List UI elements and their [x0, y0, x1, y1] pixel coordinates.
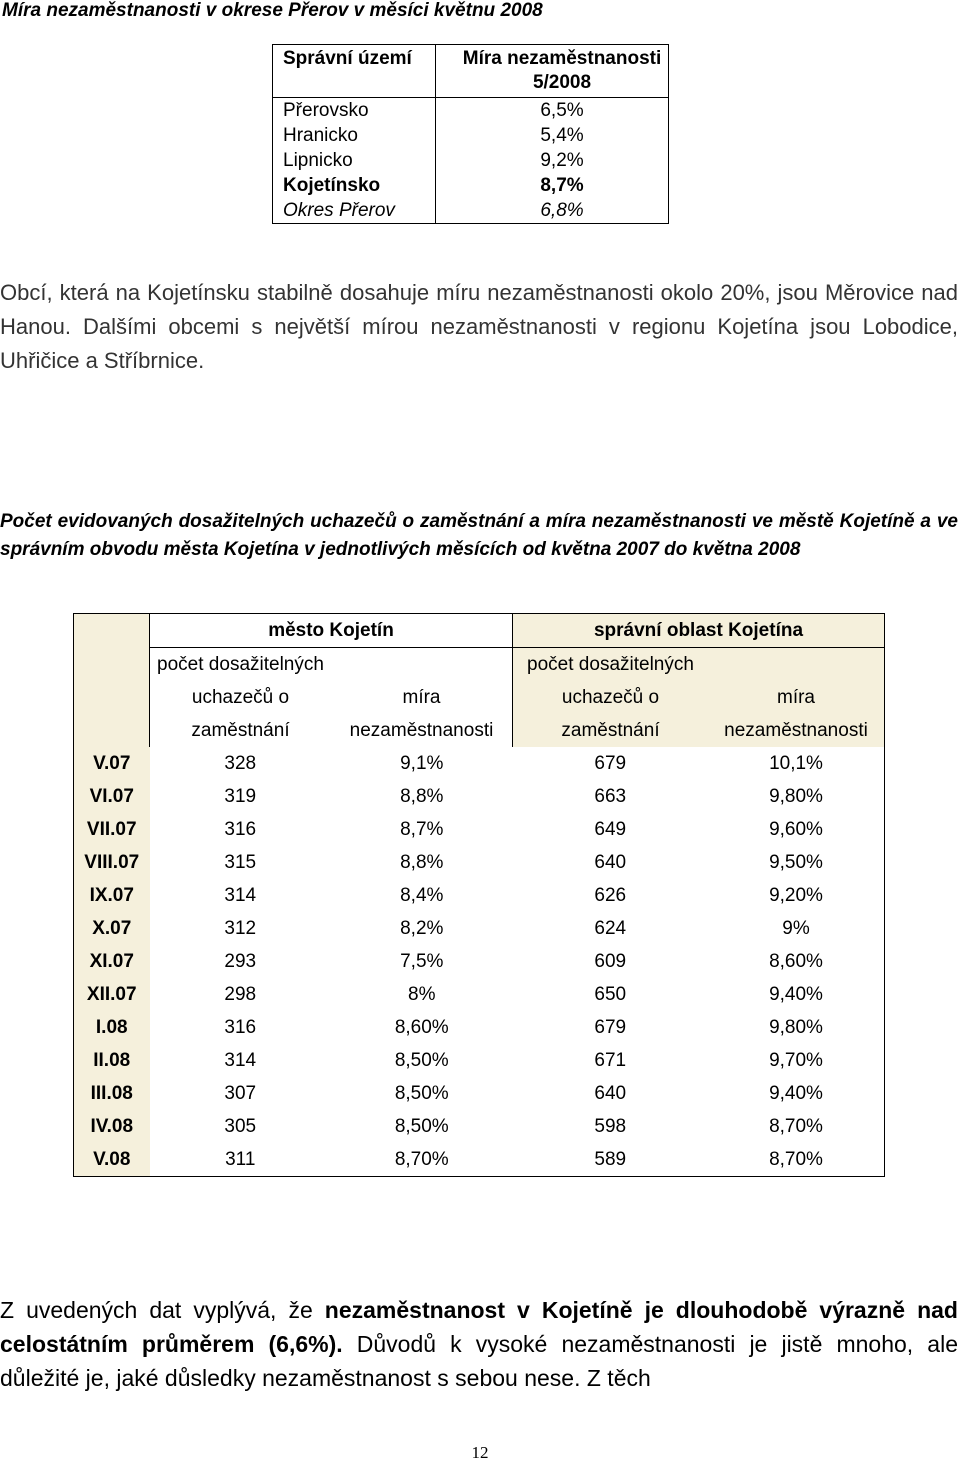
header-rate: Míra nezaměstnanosti 5/2008 [436, 45, 669, 98]
area-rate-cell: 9,80% [769, 1017, 823, 1038]
paragraph-1: Obcí, která na Kojetínsku stabilně dosahuje míru nezaměstnanosti okolo 20%, jsou Měrovice nad Hanou. Dalšími obcemi s největší mírou nezaměstnanosti v regionu Kojetína jsou Lobodice, Uhřičice a Stříbrnice. [0, 280, 958, 373]
table-row [273, 198, 669, 224]
rate-cell: 5,4% [540, 125, 584, 146]
page-title: Míra nezaměstnanosti v okrese Přerov v měsíci květnu 2008 [2, 0, 543, 21]
city-count-cell: 293 [224, 951, 257, 972]
area-count-cell: 650 [594, 984, 627, 1005]
table-row [74, 846, 885, 879]
section-heading: Počet evidovaných dosažitelných uchazečů o zaměstnání a míra nezaměstnanosti ve městě Kojetíně a ve správním obvodu města Kojetína v jednotlivých měsících od května 2007 do května 2008 [0, 511, 958, 560]
table-row [74, 1110, 885, 1143]
area-rate-cell: 9,80% [769, 786, 823, 807]
area-count-cell: 663 [594, 786, 627, 807]
area-count-cell: 679 [594, 753, 627, 774]
month-cell: V.08 [74, 1143, 150, 1177]
month-cell: V.07 [74, 747, 150, 780]
group-city-label: město Kojetín [268, 620, 394, 641]
area-count-cell: 626 [594, 885, 627, 906]
table-row [74, 1044, 885, 1077]
rate-cell: 6,5% [540, 100, 584, 121]
city-count-cell: 314 [224, 1050, 257, 1071]
table-row [74, 813, 885, 846]
table-row [74, 1077, 885, 1110]
paragraph-2-bold: nezaměstnanost v Kojetíně je dlouhodobě výrazně nad celostátním průměrem (6,6%). [0, 1297, 958, 1357]
group-area-label: správní oblast Kojetína [593, 620, 804, 641]
rate-cell: 6,8% [540, 200, 584, 221]
sub-area-rate: míra nezaměstnanosti [708, 648, 885, 748]
table-row [273, 123, 669, 148]
group-header-row [74, 614, 885, 648]
sub-header-row [74, 648, 885, 748]
table-row [74, 978, 885, 1011]
city-count-cell: 319 [224, 786, 257, 807]
area-count-cell: 589 [594, 1149, 627, 1170]
area-count-cell: 649 [594, 819, 627, 840]
city-count-cell: 314 [224, 885, 257, 906]
city-count-cell: 298 [224, 984, 257, 1005]
district-unemployment-table [272, 44, 669, 224]
area-count-cell: 598 [594, 1116, 627, 1137]
month-cell: XII.07 [74, 978, 150, 1011]
area-rate-cell: 9,40% [769, 984, 823, 1005]
city-rate-cell: 8,60% [394, 1017, 449, 1038]
city-count-cell: 328 [224, 753, 257, 774]
area-count-cell: 640 [594, 1083, 627, 1104]
table-row [74, 1011, 885, 1044]
month-cell: III.08 [74, 1077, 150, 1110]
area-count-cell: 679 [594, 1017, 627, 1038]
kojetin-unemployment-table [73, 613, 885, 1177]
table-row [74, 912, 885, 945]
city-count-cell: 315 [224, 852, 257, 873]
area-rate-cell: 9% [782, 918, 810, 939]
city-rate-cell: 8,8% [400, 786, 444, 807]
area-rate-cell: 9,60% [769, 819, 823, 840]
month-cell: VII.07 [74, 813, 150, 846]
city-count-cell: 312 [224, 918, 257, 939]
month-cell: II.08 [74, 1044, 150, 1077]
paragraph-2 [0, 1293, 958, 1395]
month-cell: VI.07 [74, 780, 150, 813]
city-count-cell: 311 [225, 1149, 256, 1170]
sub-area-count: počet dosažitelných uchazečů o zaměstnání [513, 648, 709, 748]
table-body [74, 747, 885, 1177]
table-row [74, 1143, 885, 1177]
month-cell: X.07 [74, 912, 150, 945]
area-cell: Přerovsko [273, 98, 436, 124]
month-cell: IX.07 [74, 879, 150, 912]
month-cell: I.08 [74, 1011, 150, 1044]
table-row [74, 747, 885, 780]
table-row [74, 879, 885, 912]
city-rate-cell: 8,7% [400, 819, 444, 840]
area-rate-cell: 8,70% [769, 1116, 823, 1137]
city-rate-cell: 8% [408, 984, 436, 1005]
month-cell: IV.08 [74, 1110, 150, 1143]
city-count-cell: 305 [224, 1116, 257, 1137]
table-header-row [273, 45, 669, 98]
area-cell: Kojetínsko [273, 173, 436, 198]
area-rate-cell: 9,70% [769, 1050, 823, 1071]
area-count-cell: 609 [594, 951, 627, 972]
area-rate-cell: 8,70% [769, 1149, 823, 1170]
area-rate-cell: 9,20% [769, 885, 823, 906]
city-rate-cell: 7,5% [400, 951, 444, 972]
city-rate-cell: 8,50% [394, 1116, 449, 1137]
city-rate-cell: 8,2% [400, 918, 444, 939]
table-row [74, 780, 885, 813]
area-cell: Okres Přerov [273, 198, 436, 224]
area-rate-cell: 9,50% [769, 852, 823, 873]
area-count-cell: 640 [594, 852, 627, 873]
sub-city-rate: míra nezaměstnanosti [331, 648, 513, 748]
city-rate-cell: 8,50% [394, 1083, 449, 1104]
area-count-cell: 624 [594, 918, 627, 939]
city-rate-cell: 9,1% [400, 753, 444, 774]
month-cell: VIII.07 [74, 846, 150, 879]
rate-cell: 9,2% [540, 150, 584, 171]
area-rate-cell: 10,1% [769, 753, 823, 774]
area-cell: Lipnicko [273, 148, 436, 173]
area-cell: Hranicko [273, 123, 436, 148]
corner-cell [74, 614, 150, 648]
header-area: Správní území [273, 45, 436, 98]
group-area [513, 614, 885, 648]
city-count-cell: 316 [224, 1017, 257, 1038]
page-number: 12 [471, 1443, 489, 1462]
rate-cell: 8,7% [540, 175, 584, 196]
month-cell: XI.07 [74, 945, 150, 978]
table-row [273, 98, 669, 124]
city-count-cell: 316 [224, 819, 257, 840]
corner-cell [74, 648, 150, 748]
city-rate-cell: 8,8% [400, 852, 444, 873]
table-row [74, 945, 885, 978]
city-count-cell: 307 [224, 1083, 257, 1104]
paragraph-2-text-end: Důvodů k vysoké nezaměstnanosti je jistě mnoho, ale důležité je, jaké důsledky nezaměstnanost s sebou nese. Z těch [0, 1331, 958, 1391]
area-count-cell: 671 [594, 1050, 627, 1071]
paragraph-2-text: Z uvedených dat vyplývá, že [0, 1297, 325, 1323]
city-rate-cell: 8,70% [394, 1149, 449, 1170]
table-row [273, 148, 669, 173]
table-row [273, 173, 669, 198]
area-rate-cell: 9,40% [769, 1083, 823, 1104]
group-city [150, 614, 513, 648]
city-rate-cell: 8,4% [400, 885, 444, 906]
area-rate-cell: 8,60% [769, 951, 823, 972]
sub-city-count: počet dosažitelných uchazečů o zaměstnání [150, 648, 332, 748]
city-rate-cell: 8,50% [394, 1050, 449, 1071]
